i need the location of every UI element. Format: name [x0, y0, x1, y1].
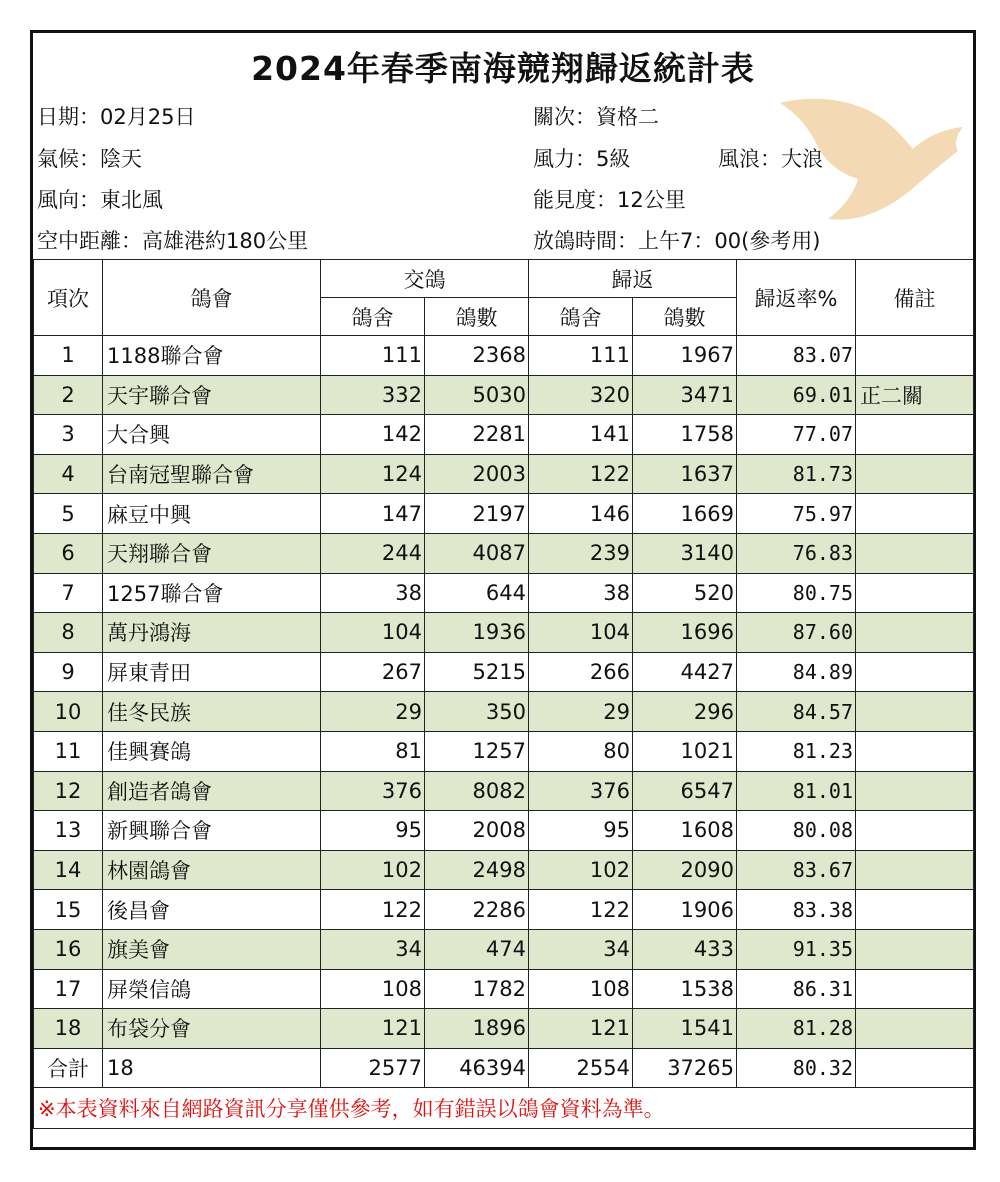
row-return-lofts: 122	[529, 890, 633, 930]
row-item-number: 3	[34, 415, 103, 455]
row-submit-lofts: 111	[321, 336, 425, 376]
row-club-name: 天宇聯合會	[103, 375, 321, 415]
total-row	[34, 1048, 974, 1087]
row-return-birds: 433	[633, 929, 737, 969]
row-item-number: 9	[34, 652, 103, 692]
row-remark	[856, 890, 974, 930]
total-submit-birds: 46394	[425, 1048, 529, 1087]
header-return-group: 歸返	[529, 260, 737, 298]
row-submit-birds: 4087	[425, 533, 529, 573]
row-submit-birds: 1782	[425, 969, 529, 1009]
table-row	[34, 652, 974, 692]
row-submit-birds: 2003	[425, 454, 529, 494]
row-submit-birds: 474	[425, 929, 529, 969]
total-return-rate: 80.32	[737, 1048, 856, 1087]
table-row	[34, 613, 974, 653]
row-submit-birds: 2197	[425, 494, 529, 534]
row-return-lofts: 122	[529, 454, 633, 494]
row-remark	[856, 771, 974, 811]
table-row	[34, 573, 974, 613]
header-club: 鴿會	[103, 260, 321, 336]
row-remark	[856, 415, 974, 455]
row-remark	[856, 1009, 974, 1049]
row-submit-birds: 1257	[425, 731, 529, 771]
row-return-lofts: 80	[529, 731, 633, 771]
table-row	[34, 1009, 974, 1049]
info-weather: 氣候：陰天	[37, 147, 142, 171]
row-return-lofts: 239	[529, 533, 633, 573]
row-submit-birds: 350	[425, 692, 529, 732]
row-return-birds: 4427	[633, 652, 737, 692]
row-remark	[856, 573, 974, 613]
table-body	[34, 336, 974, 1049]
row-submit-birds: 1936	[425, 613, 529, 653]
total-return-lofts: 2554	[529, 1048, 633, 1087]
row-return-rate: 75.97	[737, 494, 856, 534]
table-row	[34, 811, 974, 851]
row-club-name: 佳興賽鴿	[103, 731, 321, 771]
row-return-lofts: 38	[529, 573, 633, 613]
table-row	[34, 415, 974, 455]
page-title: 2024年春季南海競翔歸返統計表	[251, 49, 755, 88]
row-item-number: 14	[34, 850, 103, 890]
row-return-lofts: 108	[529, 969, 633, 1009]
row-submit-birds: 2286	[425, 890, 529, 930]
header-submit-lofts: 鴿舍	[321, 298, 425, 336]
row-submit-lofts: 29	[321, 692, 425, 732]
row-return-lofts: 29	[529, 692, 633, 732]
table-row	[34, 850, 974, 890]
table-row	[34, 771, 974, 811]
header-return-rate: 歸返率%	[737, 260, 856, 336]
row-club-name: 布袋分會	[103, 1009, 321, 1049]
row-return-birds: 1696	[633, 613, 737, 653]
row-return-rate: 80.08	[737, 811, 856, 851]
info-release-time: 放鴿時間：上午7：00(參考用)	[533, 229, 821, 253]
row-item-number: 6	[34, 533, 103, 573]
row-item-number: 8	[34, 613, 103, 653]
row-remark: 正二關	[856, 375, 974, 415]
row-return-birds: 3140	[633, 533, 737, 573]
row-submit-birds: 644	[425, 573, 529, 613]
row-return-rate: 81.01	[737, 771, 856, 811]
header-remarks: 備註	[856, 260, 974, 336]
header-return-birds: 鴿數	[633, 298, 737, 336]
row-club-name: 屏東青田	[103, 652, 321, 692]
table-row	[34, 375, 974, 415]
row-submit-lofts: 147	[321, 494, 425, 534]
info-stage: 關次：資格二	[533, 105, 659, 129]
row-return-lofts: 376	[529, 771, 633, 811]
row-return-rate: 69.01	[737, 375, 856, 415]
row-return-rate: 91.35	[737, 929, 856, 969]
row-remark	[856, 533, 974, 573]
row-return-birds: 1541	[633, 1009, 737, 1049]
row-submit-lofts: 104	[321, 613, 425, 653]
row-return-rate: 87.60	[737, 613, 856, 653]
row-submit-birds: 2281	[425, 415, 529, 455]
row-club-name: 後昌會	[103, 890, 321, 930]
row-remark	[856, 811, 974, 851]
row-return-lofts: 95	[529, 811, 633, 851]
row-item-number: 4	[34, 454, 103, 494]
row-item-number: 11	[34, 731, 103, 771]
row-club-name: 麻豆中興	[103, 494, 321, 534]
row-return-birds: 1538	[633, 969, 737, 1009]
row-return-birds: 1906	[633, 890, 737, 930]
footer-note: ※本表資料來自網路資訊分享僅供參考，如有錯誤以鴿會資料為準。	[34, 1087, 974, 1128]
row-club-name: 1257聯合會	[103, 573, 321, 613]
row-return-rate: 83.38	[737, 890, 856, 930]
row-item-number: 7	[34, 573, 103, 613]
row-club-name: 台南冠聖聯合會	[103, 454, 321, 494]
row-submit-lofts: 142	[321, 415, 425, 455]
row-club-name: 大合興	[103, 415, 321, 455]
row-club-name: 萬丹鴻海	[103, 613, 321, 653]
row-remark	[856, 652, 974, 692]
row-club-name: 新興聯合會	[103, 811, 321, 851]
row-return-rate: 83.07	[737, 336, 856, 376]
info-date: 日期：02月25日	[37, 105, 196, 129]
row-submit-birds: 2368	[425, 336, 529, 376]
row-return-birds: 1758	[633, 415, 737, 455]
row-return-rate: 86.31	[737, 969, 856, 1009]
row-return-rate: 81.73	[737, 454, 856, 494]
row-submit-lofts: 122	[321, 890, 425, 930]
row-item-number: 2	[34, 375, 103, 415]
dove-icon	[778, 93, 973, 228]
row-remark	[856, 969, 974, 1009]
row-return-birds: 2090	[633, 850, 737, 890]
row-return-birds: 1021	[633, 731, 737, 771]
row-return-rate: 80.75	[737, 573, 856, 613]
row-return-birds: 3471	[633, 375, 737, 415]
row-return-birds: 1637	[633, 454, 737, 494]
row-item-number: 17	[34, 969, 103, 1009]
info-visibility: 能見度：12公里	[533, 188, 686, 212]
row-submit-birds: 1896	[425, 1009, 529, 1049]
total-return-birds: 37265	[633, 1048, 737, 1087]
header-submit-group: 交鴿	[321, 260, 529, 298]
row-submit-lofts: 81	[321, 731, 425, 771]
row-club-name: 1188聯合會	[103, 336, 321, 376]
results-table	[33, 259, 974, 1129]
row-return-birds: 6547	[633, 771, 737, 811]
table-row	[34, 731, 974, 771]
row-item-number: 1	[34, 336, 103, 376]
row-item-number: 18	[34, 1009, 103, 1049]
row-submit-lofts: 95	[321, 811, 425, 851]
row-return-lofts: 111	[529, 336, 633, 376]
row-remark	[856, 692, 974, 732]
row-return-rate: 81.28	[737, 1009, 856, 1049]
row-submit-lofts: 376	[321, 771, 425, 811]
row-return-rate: 84.57	[737, 692, 856, 732]
row-submit-lofts: 332	[321, 375, 425, 415]
row-item-number: 15	[34, 890, 103, 930]
table-row	[34, 969, 974, 1009]
row-return-rate: 76.83	[737, 533, 856, 573]
row-submit-birds: 5030	[425, 375, 529, 415]
row-return-lofts: 102	[529, 850, 633, 890]
row-submit-lofts: 34	[321, 929, 425, 969]
row-club-name: 天翔聯合會	[103, 533, 321, 573]
row-submit-birds: 2498	[425, 850, 529, 890]
row-submit-lofts: 267	[321, 652, 425, 692]
info-distance: 空中距離：高雄港約180公里	[37, 229, 309, 253]
row-submit-lofts: 38	[321, 573, 425, 613]
row-remark	[856, 850, 974, 890]
table-row	[34, 454, 974, 494]
row-return-rate: 77.07	[737, 415, 856, 455]
row-return-birds: 520	[633, 573, 737, 613]
row-remark	[856, 731, 974, 771]
row-return-rate: 83.67	[737, 850, 856, 890]
total-clubs: 18	[103, 1048, 321, 1087]
row-submit-lofts: 121	[321, 1009, 425, 1049]
row-return-lofts: 121	[529, 1009, 633, 1049]
row-return-lofts: 320	[529, 375, 633, 415]
total-label: 合計	[34, 1048, 103, 1087]
row-club-name: 旗美會	[103, 929, 321, 969]
header-return-lofts: 鴿舍	[529, 298, 633, 336]
row-return-lofts: 34	[529, 929, 633, 969]
row-item-number: 12	[34, 771, 103, 811]
row-remark	[856, 929, 974, 969]
info-wind-direction: 風向：東北風	[37, 188, 163, 212]
row-return-lofts: 146	[529, 494, 633, 534]
row-item-number: 10	[34, 692, 103, 732]
info-waves: 風浪：大浪	[718, 147, 823, 171]
row-club-name: 創造者鴿會	[103, 771, 321, 811]
row-remark	[856, 454, 974, 494]
row-submit-birds: 2008	[425, 811, 529, 851]
row-club-name: 屏榮信鴿	[103, 969, 321, 1009]
row-club-name: 佳冬民族	[103, 692, 321, 732]
row-return-rate: 84.89	[737, 652, 856, 692]
info-wind-force: 風力：5級	[533, 147, 631, 171]
row-return-lofts: 141	[529, 415, 633, 455]
table-row	[34, 494, 974, 534]
table-row	[34, 692, 974, 732]
row-remark	[856, 494, 974, 534]
total-submit-lofts: 2577	[321, 1048, 425, 1087]
row-item-number: 5	[34, 494, 103, 534]
table-row	[34, 533, 974, 573]
table-row	[34, 890, 974, 930]
statistics-sheet	[30, 30, 976, 1150]
header-item: 項次	[34, 260, 103, 336]
row-submit-lofts: 124	[321, 454, 425, 494]
row-return-lofts: 104	[529, 613, 633, 653]
row-return-lofts: 266	[529, 652, 633, 692]
row-club-name: 林園鴿會	[103, 850, 321, 890]
table-row	[34, 336, 974, 376]
total-remarks	[856, 1048, 974, 1087]
row-submit-lofts: 102	[321, 850, 425, 890]
row-submit-birds: 5215	[425, 652, 529, 692]
row-return-birds: 1608	[633, 811, 737, 851]
row-return-birds: 1967	[633, 336, 737, 376]
row-submit-birds: 8082	[425, 771, 529, 811]
row-return-birds: 296	[633, 692, 737, 732]
row-item-number: 16	[34, 929, 103, 969]
row-return-birds: 1669	[633, 494, 737, 534]
header-submit-birds: 鴿數	[425, 298, 529, 336]
row-remark	[856, 336, 974, 376]
row-item-number: 13	[34, 811, 103, 851]
row-submit-lofts: 108	[321, 969, 425, 1009]
row-remark	[856, 613, 974, 653]
row-submit-lofts: 244	[321, 533, 425, 573]
table-row	[34, 929, 974, 969]
row-return-rate: 81.23	[737, 731, 856, 771]
